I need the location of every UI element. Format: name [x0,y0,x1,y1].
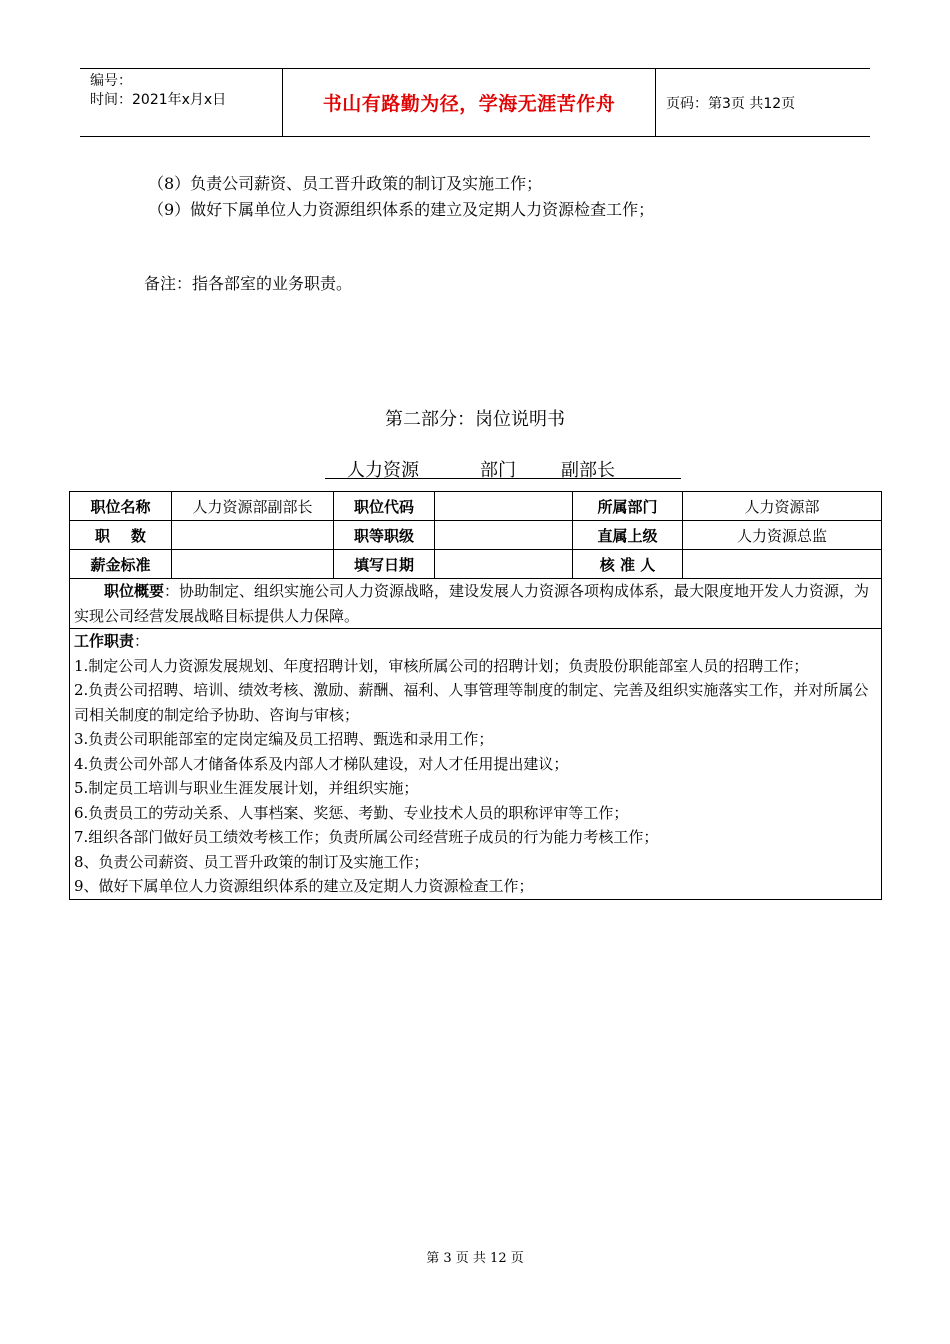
code-label: 编号： [90,73,132,89]
label-position-name: 职位名称 [70,492,172,521]
duty-item: 3.负责公司职能部室的定岗定编及员工招聘、甄选和录用工作； [74,730,494,748]
value-supervisor: 人力资源总监 [683,521,882,550]
duty-item: 2.负责公司招聘、培训、绩效考核、激励、薪酬、福利、人事管理等制度的制定、完善及组织实施落实工作，并对所属公司相关制度的制定给予协助、咨询与审核； [74,681,869,724]
table-row [70,629,882,900]
value-position-name: 人力资源部副部长 [172,492,334,521]
label-approver: 核 准 人 [573,550,683,579]
header-page-info: 页码：第3页 共12页 [666,95,796,112]
duties-colon: ： [134,632,150,650]
overview-label: 职位概要 [104,582,165,600]
overview-cell [70,579,882,629]
duties-cell [70,629,882,900]
duty-item: 8、负责公司薪资、员工晋升政策的制订及实施工作； [74,852,429,871]
department-heading [325,456,681,480]
duties-label: 工作职责 [74,632,135,650]
table-row [70,492,882,521]
page-footer: 第 3 页 共 12 页 [426,1251,524,1266]
label-grade: 职等职级 [334,521,435,550]
table-row [70,521,882,550]
duty-item: 5.制定员工培训与职业生涯发展计划，并组织实施； [74,779,419,797]
table-row [70,550,882,579]
value-fill-date [435,550,573,579]
label-supervisor: 直属上级 [573,521,683,550]
value-salary [172,550,334,579]
value-grade [435,521,573,550]
header-meta [80,69,282,136]
intro-item-8: （8）负责公司薪资、员工晋升政策的制订及实施工作； [148,174,543,193]
label-headcount: 职 数 [70,521,172,550]
label-position-code: 职位代码 [334,492,435,521]
heading-position: 副部长 [561,460,615,481]
section-title: 第二部分：岗位说明书 [385,409,565,430]
value-position-code [435,492,573,521]
duty-item: 9、做好下属单位人力资源组织体系的建立及定期人力资源检查工作； [74,877,534,895]
intro-item-9: （9）做好下属单位人力资源组织体系的建立及定期人力资源检查工作； [148,200,655,219]
header-motto: 书山有路勤为径，学海无涯苦作舟 [282,69,656,136]
duty-item: 7.组织各部门做好员工绩效考核工作；负责所属公司经营班子成员的行为能力考核工作； [74,828,659,846]
value-department: 人力资源部 [683,492,882,521]
table-row [70,579,882,629]
label-department: 所属部门 [573,492,683,521]
time-label: 时间：2021年x月x日 [90,92,227,108]
duty-item: 4.负责公司外部人才储备体系及内部人才梯队建设，对人才任用提出建议； [74,754,569,773]
page-header [80,68,870,137]
value-approver [683,550,882,579]
position-table [69,491,882,900]
heading-department-suffix: 部门 [480,460,516,481]
intro-note: 备注：指各部室的业务职责。 [144,274,353,293]
duty-item: 1.制定公司人力资源发展规划、年度招聘计划，审核所属公司的招聘计划；负责股份职能部室人员的招聘工作； [74,656,809,675]
label-salary: 薪金标准 [70,550,172,579]
overview-text: ：协助制定、组织实施公司人力资源战略，建设发展人力资源各项构成体系，最大限度地开发人力资源，为实现公司经营发展战略目标提供人力保障。 [74,582,870,625]
value-headcount [172,521,334,550]
label-fill-date: 填写日期 [334,550,435,579]
duty-item: 6.负责员工的劳动关系、人事档案、奖惩、考勤、专业技术人员的职称评审等工作； [74,803,629,822]
heading-department: 人力资源 [347,460,419,481]
